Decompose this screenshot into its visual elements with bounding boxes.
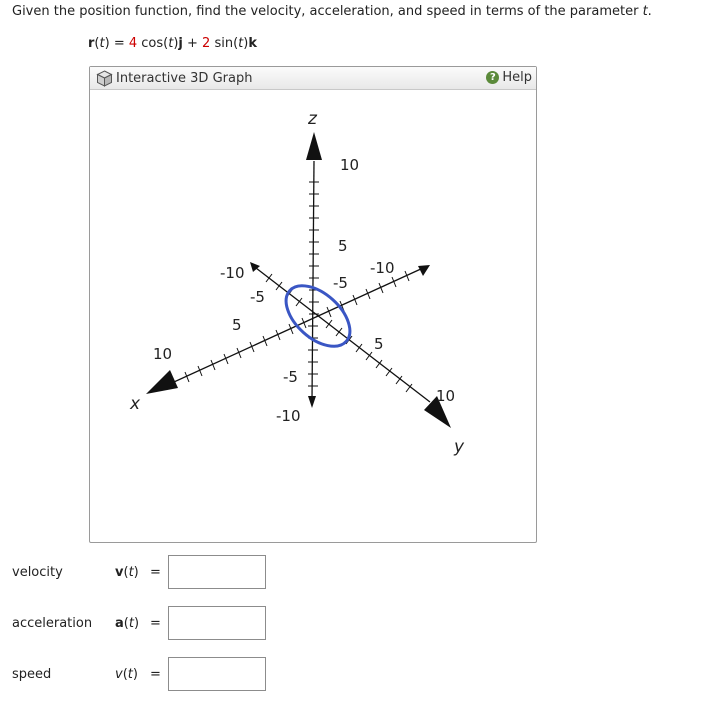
z-axis-neg-arrow-icon [308,396,316,408]
speed-equals: = [150,667,161,682]
speed-function: v(t) [115,667,138,682]
help-label: Help [502,70,532,85]
interactive-graph-panel [89,66,537,543]
z-axis-line [312,161,314,400]
formula-equals: = [109,36,129,51]
z-tick-10: 10 [340,156,360,174]
acceleration-label: acceleration [12,616,93,631]
formula-coef-2: 2 [202,36,211,51]
x-tick-neg5: -5 [333,274,348,292]
formula-plus: + [182,36,203,51]
x-tick-neg10: -10 [370,259,395,277]
cube-icon [96,70,113,87]
z-tick-5: 5 [338,237,348,255]
acceleration-equals: = [150,616,161,631]
y-tick-5: 5 [374,335,384,353]
prompt-text: Given the position function, find the velocity, acceleration, and speed in terms of the parameter [12,4,643,19]
z-tick-neg5: -5 [283,368,298,386]
velocity-equals: = [150,565,161,580]
graph-panel-header [90,67,536,90]
y-axis-label: y [454,437,465,457]
x-axis-label: x [130,394,141,414]
x-tick-5: 5 [232,316,242,334]
help-button[interactable] [486,70,532,85]
position-function [88,36,257,51]
y-tick-neg10: -10 [220,264,245,282]
formula-term-2: sin(t) [210,36,249,51]
x-axis-arrow-icon [146,370,178,394]
formula-unit-j: j [178,36,183,51]
formula-lhs-vector: r [88,36,95,51]
velocity-input[interactable] [168,555,266,589]
question-prompt [12,4,652,19]
speed-row [0,657,706,693]
acceleration-function: a(t) [115,616,140,631]
z-axis-label: z [308,109,317,129]
prompt-end: . [647,4,652,19]
acceleration-input[interactable] [168,606,266,640]
prompt-param: t [642,4,648,19]
velocity-row [0,555,706,591]
z-axis-arrow-icon [306,132,322,160]
3d-graph-canvas[interactable] [90,90,536,542]
x-axis-neg-arrow-icon [418,265,430,276]
velocity-function: v(t) [115,565,139,580]
z-tick-neg10: -10 [276,407,301,425]
help-icon: ? [486,71,499,84]
velocity-label: velocity [12,565,63,580]
speed-input[interactable] [168,657,266,691]
y-tick-10: 10 [436,387,456,405]
formula-unit-k: k [248,36,257,51]
speed-label: speed [12,667,52,682]
graph-panel-title: Interactive 3D Graph [116,71,253,86]
formula-coef-1: 4 [128,36,138,51]
x-tick-10: 10 [153,345,173,363]
formula-term-1: cos(t) [137,36,179,51]
acceleration-row [0,606,706,642]
y-tick-neg5: -5 [250,288,265,306]
formula-lhs-arg: (t) [94,36,110,51]
